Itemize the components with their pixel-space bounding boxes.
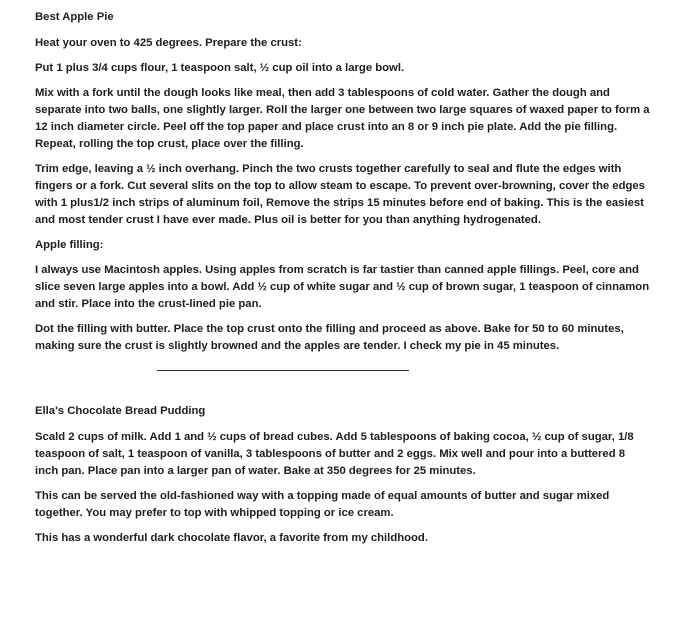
recipe-title: Ella's Chocolate Bread Pudding [35,405,206,417]
recipe-paragraph: Mix with a fork until the dough looks like meal, then add 3 tablespoons of cold water. Gather the dough and separate into two balls, one slightly larger. Roll the larger one between two large squares of waxed paper to form a 12 inch diameter circle. Peel off the top paper and place crust into an 8 or 9 inch pie plate. Add the pie filling. Repeat, rolling the top crust, place over the filling. [35,87,650,150]
spacer [35,389,650,403]
recipe-paragraph: Dot the filling with butter. Place the top crust onto the filling and proceed as above. Bake for 50 to 60 minutes, making sure the crust is slightly browned and the apples are tender. I check my pie in 45 minutes. [35,323,624,352]
divider-container [35,363,650,389]
document-page [35,9,650,555]
recipe-paragraph: This can be served the old-fashioned way with a topping made of equal amounts of butter and sugar mixed together. You may prefer to top with whipped topping or ice cream. [35,490,610,519]
recipe-chocolate-bread-pudding [35,403,650,547]
recipe-title: Best Apple Pie [35,11,114,23]
recipe-paragraph: I always use Macintosh apples. Using apples from scratch is far tastier than canned apple fillings. Peel, core and slice seven large apples into a bowl. Add ½ cup of white sugar and ½ cup of brown sugar, 1 teaspoon of cinnamon and stir. Place into the crust-lined pie pan. [35,264,650,310]
recipe-apple-pie [35,9,650,355]
recipe-paragraph: This has a wonderful dark chocolate flavor, a favorite from my childhood. [35,532,428,544]
recipe-paragraph: Trim edge, leaving a ½ inch overhang. Pinch the two crusts together carefully to seal and flute the edges with fingers or a fork. Cut several slits on the top to allow steam to escape. To prevent over-browning, cover the edges with 1 plus1/2 inch strips of aluminum foil, Remove the strips 15 minutes before end of baking. This is the easiest and most tender crust I have ever made. Plus oil is better for you than anything hydrogenated. [35,163,645,226]
recipe-paragraph: Scald 2 cups of milk. Add 1 and ½ cups of bread cubes. Add 5 tablespoons of baking cocoa, ½ cup of sugar, 1/8 teaspoon of salt, 1 teaspoon of vanilla, 3 tablespoons of butter and 2 eggs. Mix well and pour into a buttered 8 inch pan. Place pan into a larger pan of water. Bake at 350 degrees for 25 minutes. [35,431,634,477]
horizontal-divider [157,370,409,371]
recipe-paragraph: Heat your oven to 425 degrees. Prepare the crust: [35,37,302,49]
section-heading: Apple filling: [35,239,104,251]
recipe-paragraph: Put 1 plus 3/4 cups flour, 1 teaspoon salt, ½ cup oil into a large bowl. [35,62,405,74]
